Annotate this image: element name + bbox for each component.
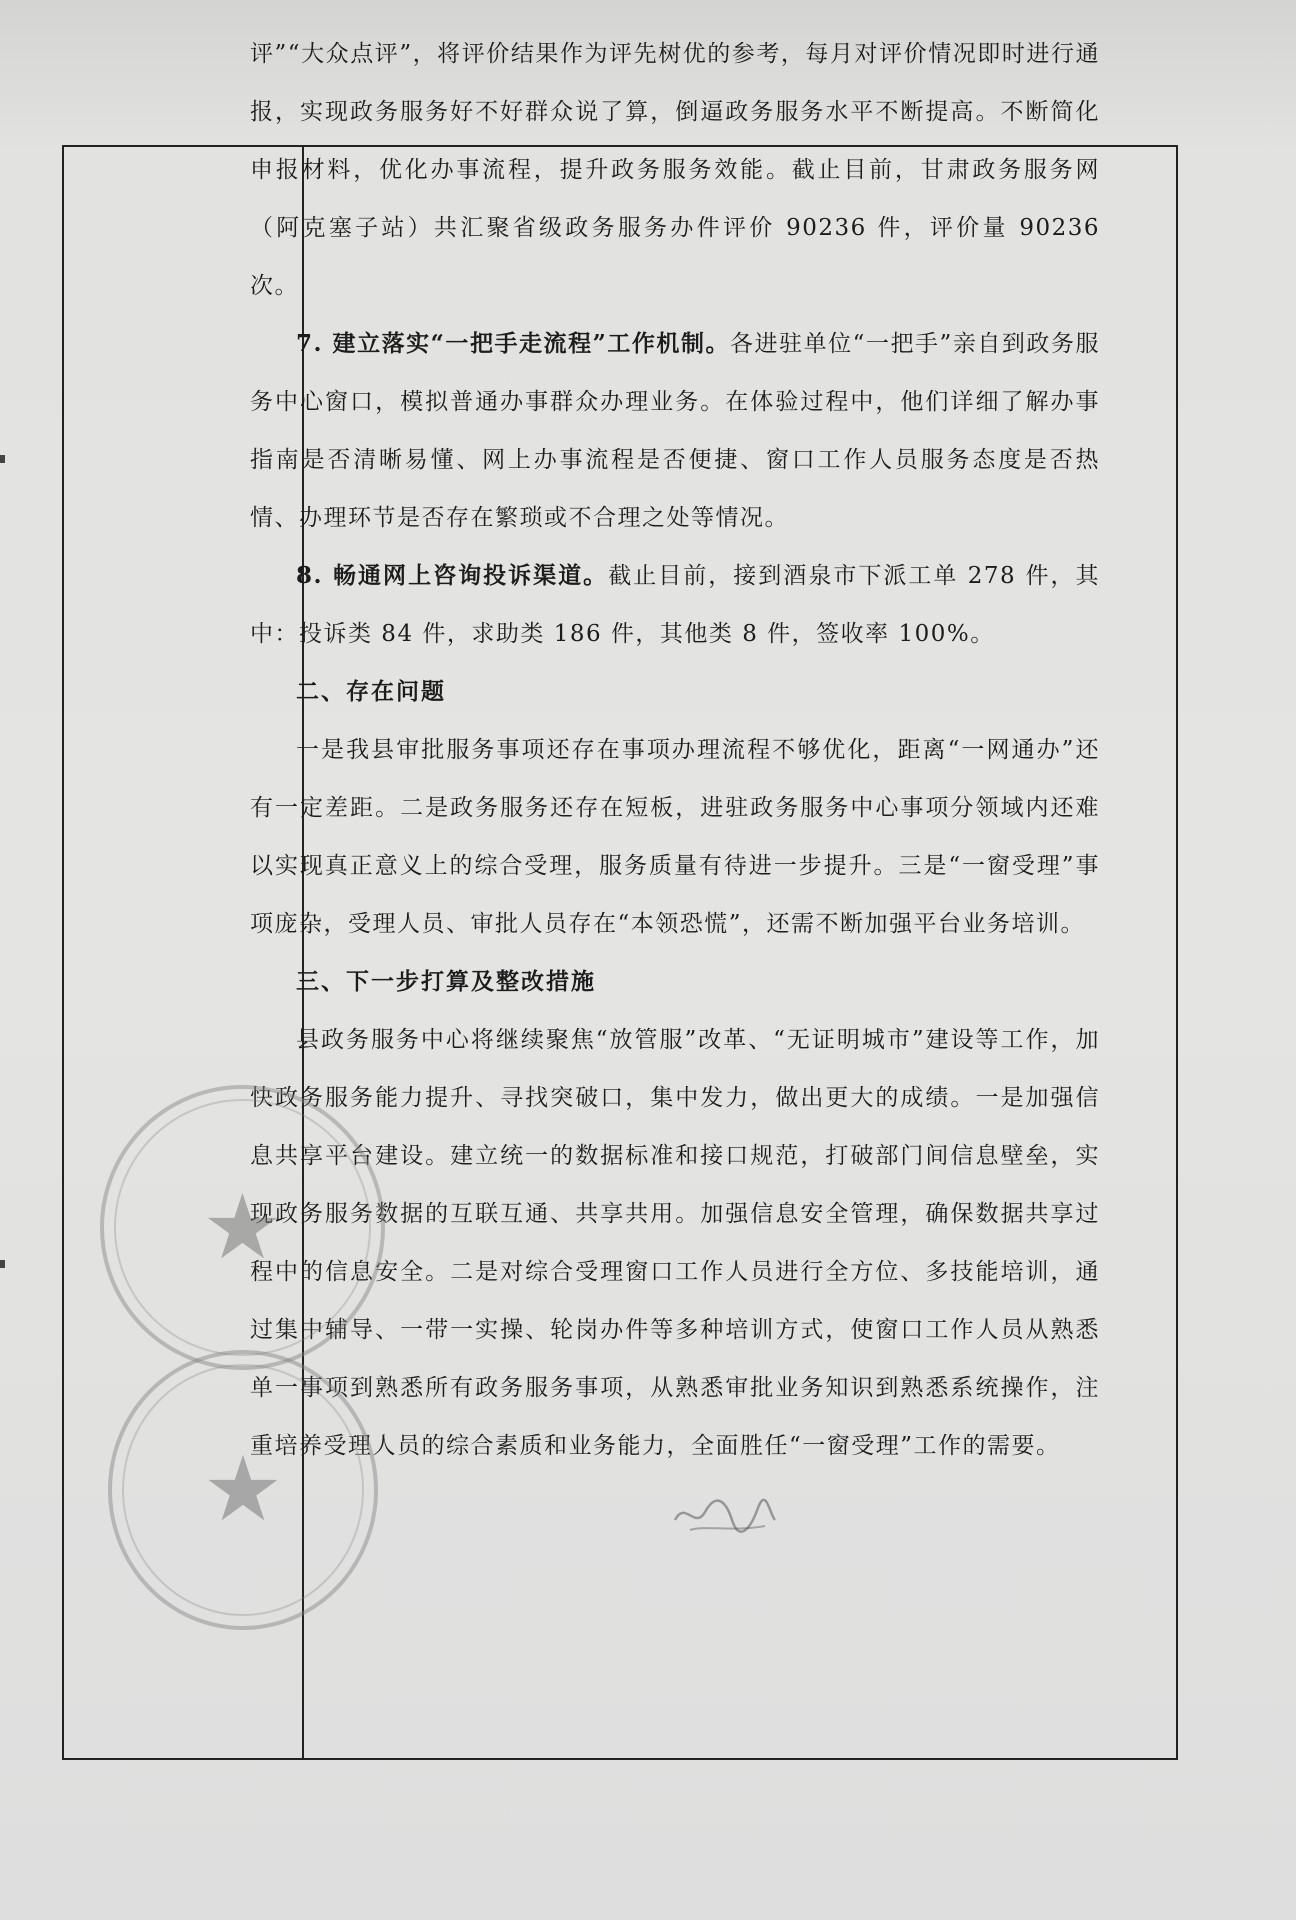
seal-star-icon: ★ [202,1174,283,1280]
paragraph-problems: 一是我县审批服务事项还存在事项办理流程不够优化，距离“一网通办”还有一定差距。二是政务服务还存在短板，进驻政务服务中心事项分领域内还难以实现真正意义上的综合受理，服务质量有待进一步提升。三是“一窗受理”事项庞杂，受理人员、审批人员存在“本领恐慌”，还需不断加强平台业务培训。 [250,737,1100,937]
paragraph-complaint-channel-title: 8. 畅通网上咨询投诉渠道。 [296,562,609,589]
paragraph-leader-process-title: 7. 建立落实“一把手走流程”工作机制。 [296,330,731,357]
edge-mark [0,1260,5,1268]
edge-mark [0,455,5,463]
paragraph-leader-process [250,315,1100,547]
heading-next-steps: 三、下一步打算及整改措施 [296,968,596,995]
seal-star-icon: ★ [202,1437,284,1542]
paragraph-complaint-channel [250,547,1100,663]
official-seal [100,1085,385,1370]
paragraph-leader-process-body: 各进驻单位“一把手”亲自到政务服务中心窗口，模拟普通办事群众办理业务。在体验过程中，他们详细了解办事指南是否清晰易懂、网上办事流程是否便捷、窗口工作人员服务态度是否热情、办理环节是否存在繁琐或不合理之处等情况。 [250,331,1100,531]
paragraph-evaluation: 评”“大众点评”，将评价结果作为评先树优的参考，每月对评价情况即时进行通报，实现政务服务好不好群众说了算，倒逼政务服务水平不断提高。不断简化申报材料，优化办事流程，提升政务服务效能。截止目前，甘肃政务服务网（阿克塞子站）共汇聚省级政务服务办件评价 90236 件，评价量 90236 次。 [250,41,1100,299]
official-seal [108,1350,378,1630]
heading-existing-problems: 二、存在问题 [296,678,446,705]
handwritten-signature-icon [670,1490,780,1540]
paragraph-next-steps: 县政务服务中心将继续聚焦“放管服”改革、“无证明城市”建设等工作，加快政务服务能力提升、寻找突破口，集中发力，做出更大的成绩。一是加强信息共享平台建设。建立统一的数据标准和接口规范，打破部门间信息壁垒，实现政务服务数据的互联互通、共享共用。加强信息安全管理，确保数据共享过程中的信息安全。二是对综合受理窗口工作人员进行全方位、多技能培训，通过集中辅导、一带一实操、轮岗办件等多种培训方式，使窗口工作人员从熟悉单一事项到熟悉所有政务服务事项，从熟悉审批业务知识到熟悉系统操作，注重培养受理人员的综合素质和业务能力，全面胜任“一窗受理”工作的需要。 [250,1027,1100,1459]
paragraph-complaint-channel-body: 截止目前，接到酒泉市下派工单 278 件，其中：投诉类 84 件，求助类 186 件，其他类 8 件，签收率 100%。 [250,563,1100,647]
